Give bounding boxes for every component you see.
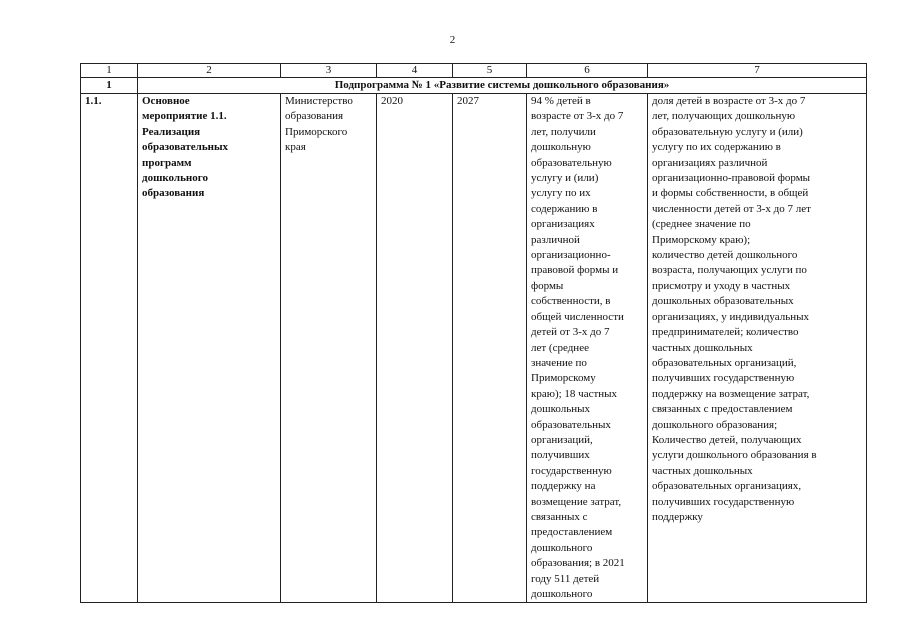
table-row: [81, 94, 867, 603]
expected-result: 94 % детей в возрасте от 3-х до 7 лет, получили дошкольную образовательную услугу и (или) услугу по их содержанию в организациях различной организационно- правовой формы и формы собственности, в общей численности детей от 3-х до 7 лет (среднее значение по Приморскому краю); 18 частных дошкольных образовательных организаций, получивших государственную поддержку на возмещение затрат, связанных с предоставлением дошкольного образования; в 2021 году 511 детей дошкольного: [527, 94, 648, 603]
subprogram-number: 1: [81, 78, 138, 94]
subprogram-row: [81, 78, 867, 94]
column-number: 7: [648, 64, 867, 78]
column-number: 2: [138, 64, 281, 78]
column-number: 3: [281, 64, 377, 78]
event-name: Основное мероприятие 1.1. Реализация образовательных программ дошкольного образования: [138, 94, 281, 603]
end-year: 2027: [453, 94, 527, 603]
indicators: доля детей в возрасте от 3-х до 7 лет, получающих дошкольную образовательную услугу и (или) услугу по их содержанию в организациях различной организационно-правовой формы и формы собственности, в общей численности детей от 3-х до 7 лет (среднее значение по Приморскому краю); количество детей дошкольного возраста, получающих услуги по присмотру и уходу в частных дошкольных образовательных организациях, у индивидуальных предпринимателей; количество частных дошкольных образовательных организаций, получивших государственную поддержку на возмещение затрат, связанных с предоставлением дошкольного образования; Количество детей, получающих услуги дошкольного образования в частных дошкольных образовательных организациях, получивших государственную поддержку: [648, 94, 867, 603]
subprogram-title: Подпрограмма № 1 «Развитие системы дошкольного образования»: [138, 78, 867, 94]
column-number: 5: [453, 64, 527, 78]
program-table: [80, 63, 867, 603]
column-number: 1: [81, 64, 138, 78]
start-year: 2020: [377, 94, 453, 603]
column-number-row: [81, 64, 867, 78]
page-number: 2: [449, 34, 456, 46]
row-number: 1.1.: [81, 94, 138, 603]
column-number: 6: [527, 64, 648, 78]
column-number: 4: [377, 64, 453, 78]
executor: Министерство образования Приморского края: [281, 94, 377, 603]
